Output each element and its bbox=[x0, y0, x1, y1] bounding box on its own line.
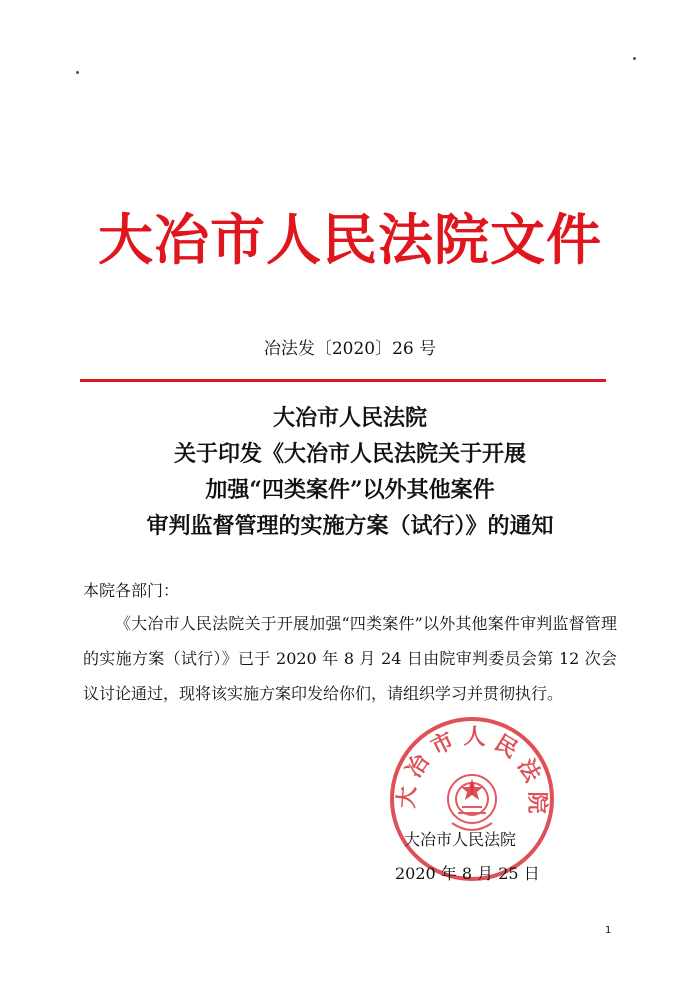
page-number: 1 bbox=[605, 925, 612, 936]
title-line-3: 加强“四类案件”以外其他案件 bbox=[205, 477, 495, 503]
red-divider-line bbox=[80, 379, 606, 382]
signer-name: 大冶市人民法院 bbox=[404, 830, 517, 849]
body-paragraph: 《大冶市人民法院关于开展加强“四类案件”以外其他案件审判监督管理的实施方案（试行）》已于 2020 年 8 月 24 日由院审判委员会第 12 次会议讨论通过，现将该实施方案印发给你们，请组织学习并贯彻执行。 bbox=[83, 614, 617, 703]
document-number: 冶法发〔2020〕26 号 bbox=[263, 339, 437, 359]
salutation: 本院各部门： bbox=[83, 581, 180, 600]
issuer-masthead: 大冶市人民法院文件 bbox=[97, 208, 602, 272]
official-seal bbox=[386, 713, 558, 885]
scan-speck bbox=[633, 57, 636, 60]
notice-title bbox=[0, 400, 700, 544]
title-line-2: 关于印发《大冶市人民法院关于开展 bbox=[173, 441, 526, 467]
scan-speck bbox=[76, 71, 79, 74]
title-line-1: 大冶市人民法院 bbox=[272, 405, 427, 431]
seal-text: 大 冶 市 人 民 法 院 bbox=[394, 724, 550, 814]
emblem-star bbox=[461, 779, 483, 800]
issue-date: 2020 年 8 月 25 日 bbox=[395, 864, 540, 883]
title-line-4: 审判监督管理的实施方案（试行）》的通知 bbox=[146, 513, 554, 539]
